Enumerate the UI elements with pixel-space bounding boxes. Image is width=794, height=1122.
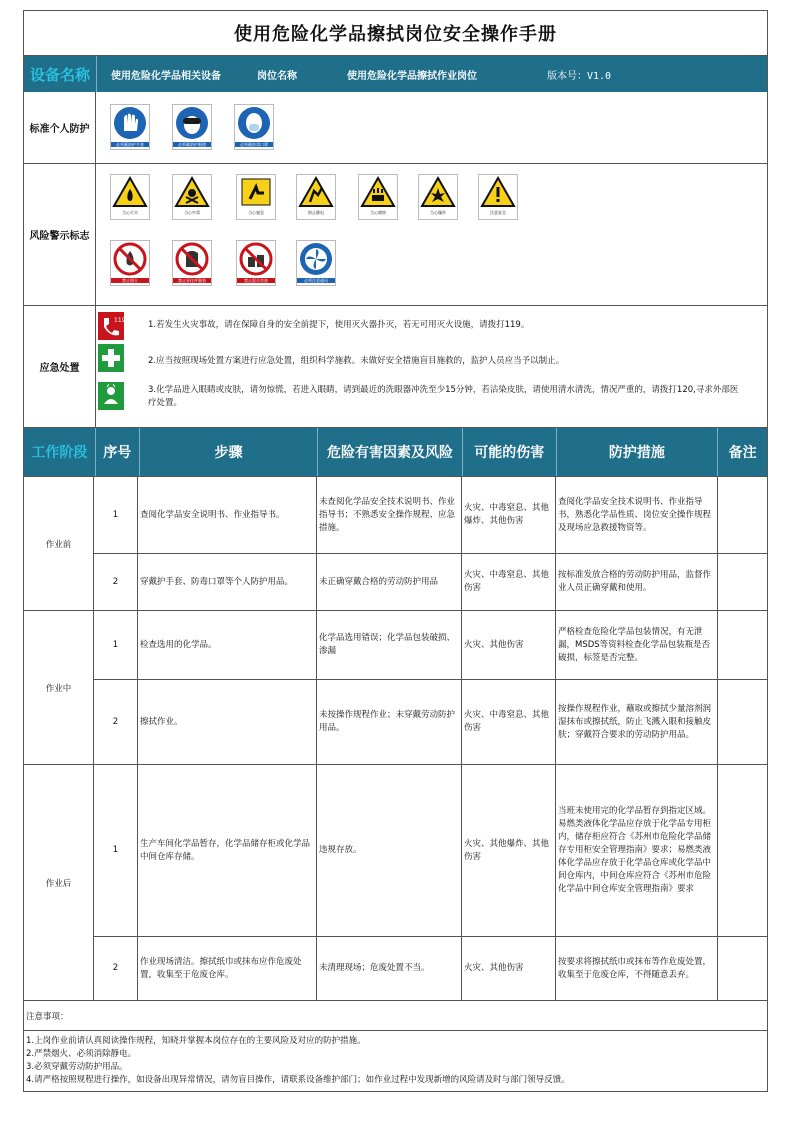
phase-name: 作业后 bbox=[24, 765, 94, 1000]
row-note bbox=[718, 477, 767, 553]
row-note bbox=[718, 765, 767, 936]
sign-caption: 禁止穿化纤服装 bbox=[173, 278, 211, 283]
row-no: 1 bbox=[94, 611, 138, 679]
no-fire-icon bbox=[110, 240, 150, 286]
row-harm: 火灾、中毒窒息、其他伤害 bbox=[462, 554, 556, 610]
row-hazard: 未正确穿戴合格的劳动防护用品 bbox=[317, 554, 462, 610]
no-mixed-storage-icon bbox=[236, 240, 276, 286]
sign-caption: 禁止混合存放 bbox=[237, 278, 275, 283]
ppe-signs bbox=[96, 92, 767, 163]
ppe-row bbox=[24, 92, 767, 164]
sign-caption: 当心窒息 bbox=[248, 210, 264, 215]
no-chemical-clothes-icon bbox=[172, 240, 212, 286]
phase-during bbox=[24, 611, 767, 765]
caution-warning-icon bbox=[478, 174, 518, 220]
row-note bbox=[718, 611, 767, 679]
phase-name: 作业前 bbox=[24, 477, 94, 610]
header-note: 备注 bbox=[728, 445, 757, 461]
sign-caption: 当心爆炸 bbox=[430, 210, 446, 215]
emergency-label: 应急处置 bbox=[24, 306, 96, 427]
warning-row bbox=[24, 164, 767, 306]
emergency-step-3: 3.化学品进入眼睛或皮肤，请勿惊慌，若进入眼睛，请到最近的洗眼器冲洗至少15分钟，若沾染皮肤，请使用清水清洗，情况严重的，请拨打120,寻求外部医疗处置。 bbox=[148, 385, 739, 408]
row-hazard: 未查阅化学品安全技术说明书、作业指导书；不熟悉安全操作规程、应急措施。 bbox=[317, 477, 462, 553]
phase-after bbox=[24, 765, 767, 1001]
poison-warning-icon bbox=[172, 174, 212, 220]
sign-caption: 必须注意通风 bbox=[297, 278, 335, 283]
sign-caption: 当心腐蚀 bbox=[370, 210, 386, 215]
row-step: 作业现场清洁。擦拭纸巾或抹布应作危废处置，收集至于危废仓库。 bbox=[138, 937, 317, 1000]
eyewash-icon bbox=[98, 382, 124, 410]
row-step: 检查选用的化学品。 bbox=[138, 611, 317, 679]
corrosion-warning-icon bbox=[358, 174, 398, 220]
ppe-label: 标准个人防护 bbox=[24, 92, 96, 163]
row-step: 擦拭作业。 bbox=[138, 680, 317, 764]
row-step: 查阅化学品安全说明书、作业指导书。 bbox=[138, 477, 317, 553]
table-row bbox=[94, 765, 767, 937]
notes-heading: 注意事项： bbox=[24, 1001, 767, 1031]
static-warning-icon bbox=[296, 174, 336, 220]
emergency-row bbox=[24, 306, 767, 428]
first-aid-icon bbox=[98, 344, 124, 372]
row-measure: 当班未使用完的化学品暂存到指定区域。易燃类液体化学品应存放于化学品专用柜内，储存柜应符合《苏州市危险化学品储存专用柜安全管理指南》要求；易燃类液体化学品应存放于化学品仓库或化学品中间仓库内，中间仓库应符合《苏州市危险化学品中间仓库安全管理指南》要求 bbox=[556, 765, 718, 936]
header-harm: 可能的伤害 bbox=[463, 428, 557, 476]
note-item: 1.上岗作业前请认真阅读操作规程，知晓并掌握本岗位存在的主要风险及对应的防护措施。 bbox=[26, 1036, 366, 1046]
header-phase: 工作阶段 bbox=[24, 428, 96, 476]
row-no: 2 bbox=[94, 937, 138, 1000]
row-hazard: 未按操作规程作业；未穿戴劳动防护用品。 bbox=[317, 680, 462, 764]
sign-caption: 当心火灾 bbox=[122, 210, 138, 215]
row-no: 1 bbox=[94, 765, 138, 936]
row-hazard: 化学品选用错误；化学品包装破损、渗漏 bbox=[317, 611, 462, 679]
row-no: 1 bbox=[94, 477, 138, 553]
row-harm: 火灾、中毒窒息、其他爆炸、其他伤害 bbox=[462, 477, 556, 553]
table-header bbox=[24, 428, 767, 477]
warning-signs bbox=[96, 164, 767, 305]
sign-caption: 必须戴防毒口罩 bbox=[235, 142, 273, 147]
emergency-content bbox=[96, 306, 767, 427]
row-hazard: 违规存放。 bbox=[317, 765, 462, 936]
mask-icon bbox=[234, 104, 274, 150]
row-step: 穿戴护手套、防毒口罩等个人防护用品。 bbox=[138, 554, 317, 610]
row-measure: 查阅化学品安全技术说明书、作业指导书，熟悉化学品性质、岗位安全操作规程及现场应急救援物资等。 bbox=[556, 477, 718, 553]
row-hazard: 未清理现场；危废处置不当。 bbox=[317, 937, 462, 1000]
note-item: 4.请严格按照规程进行操作，如设备出现异常情况，请勿盲目操作，请联系设备维护部门；如作业过程中发现新增的风险请及时与部门领导反馈。 bbox=[26, 1075, 570, 1085]
row-no: 2 bbox=[94, 554, 138, 610]
warning-label: 风险警示标志 bbox=[24, 164, 96, 305]
explosion-warning-icon bbox=[418, 174, 458, 220]
row-measure: 按要求将擦拭纸巾或抹布等作危废处置，收集至于危废仓库，不得随意丢弃。 bbox=[556, 937, 718, 1000]
table-row bbox=[94, 937, 767, 1000]
phase-steps bbox=[94, 611, 767, 764]
safety-manual-sheet bbox=[23, 10, 768, 1092]
header-measure: 防护措施 bbox=[557, 428, 719, 476]
sign-caption: 必须戴防护手套 bbox=[111, 142, 149, 147]
phase-before bbox=[24, 477, 767, 611]
ventilation-icon bbox=[296, 240, 336, 286]
phase-steps bbox=[94, 765, 767, 1000]
gloves-icon bbox=[110, 104, 150, 150]
header-step: 步骤 bbox=[140, 428, 319, 476]
suffocation-warning-icon bbox=[236, 174, 276, 220]
position-value: 使用危险化学品擦拭作业岗位 bbox=[347, 70, 477, 82]
version-label: 版本号：V1.0 bbox=[547, 70, 612, 82]
row-measure: 按标准发放合格的劳动防护用品，监督作业人员正确穿戴和使用。 bbox=[556, 554, 718, 610]
header-no: 序号 bbox=[96, 428, 140, 476]
position-label: 岗位名称 bbox=[257, 70, 297, 82]
sign-caption: 必须戴防护眼镜 bbox=[173, 142, 211, 147]
table-row bbox=[94, 680, 767, 764]
svg-text:119: 119 bbox=[114, 317, 126, 324]
emergency-step-2: 2.应当按照现场处置方案进行应急处置，组织科学施救。未做好安全措施盲目施救的，监护人员应当予以制止。 bbox=[148, 356, 565, 366]
row-harm: 火灾、中毒窒息、其他伤害 bbox=[462, 680, 556, 764]
row-harm: 火灾、其他爆炸、其他伤害 bbox=[462, 765, 556, 936]
row-harm: 火灾、其他伤害 bbox=[462, 611, 556, 679]
page-title: 使用危险化学品擦拭岗位安全操作手册 bbox=[24, 11, 767, 56]
emergency-step-1: 1.若发生火灾事故，请在保障自身的安全前提下，使用灭火器扑灭，若无可用灭火设施，请拨打119。 bbox=[148, 320, 530, 330]
equipment-label: 设备名称 bbox=[29, 65, 90, 84]
table-row bbox=[94, 477, 767, 554]
note-item: 2.严禁烟火、必须消除静电。 bbox=[26, 1049, 137, 1059]
fire-warning-icon bbox=[110, 174, 150, 220]
notes-section bbox=[24, 1001, 767, 1091]
row-measure: 按操作规程作业，蘸取或擦拭少量溶剂润湿抹布或擦拭纸，防止飞溅入眼和接触皮肤；穿戴符合要求的劳动防护用品。 bbox=[556, 680, 718, 764]
notes-body bbox=[24, 1031, 767, 1091]
row-note bbox=[718, 937, 767, 1000]
info-bar bbox=[24, 56, 767, 92]
row-harm: 火灾、其他伤害 bbox=[462, 937, 556, 1000]
table-row bbox=[94, 611, 767, 680]
row-step: 生产车间化学品暂存，化学品储存柜或化学品中间仓库存储。 bbox=[138, 765, 317, 936]
row-measure: 严格检查危险化学品包装情况，有无泄漏，MSDS等资料检查化学品包装瓶是否破损，标签是否完整。 bbox=[556, 611, 718, 679]
table-row bbox=[94, 554, 767, 610]
row-note bbox=[718, 554, 767, 610]
row-note bbox=[718, 680, 767, 764]
sign-caption: 当心中毒 bbox=[184, 210, 200, 215]
sign-caption: 禁止烟火 bbox=[111, 278, 149, 283]
sign-caption: 防止静电 bbox=[308, 210, 324, 215]
phase-steps bbox=[94, 477, 767, 610]
sign-caption: 注意安全 bbox=[490, 210, 506, 215]
header-hazard: 危险有害因素及风险 bbox=[318, 428, 463, 476]
note-item: 3.必须穿戴劳动防护用品。 bbox=[26, 1062, 128, 1072]
row-no: 2 bbox=[94, 680, 138, 764]
phase-name: 作业中 bbox=[24, 611, 94, 764]
fire-alarm-119-icon bbox=[98, 312, 124, 340]
equipment-value: 使用危险化学品相关设备 bbox=[111, 70, 221, 82]
goggles-icon bbox=[172, 104, 212, 150]
